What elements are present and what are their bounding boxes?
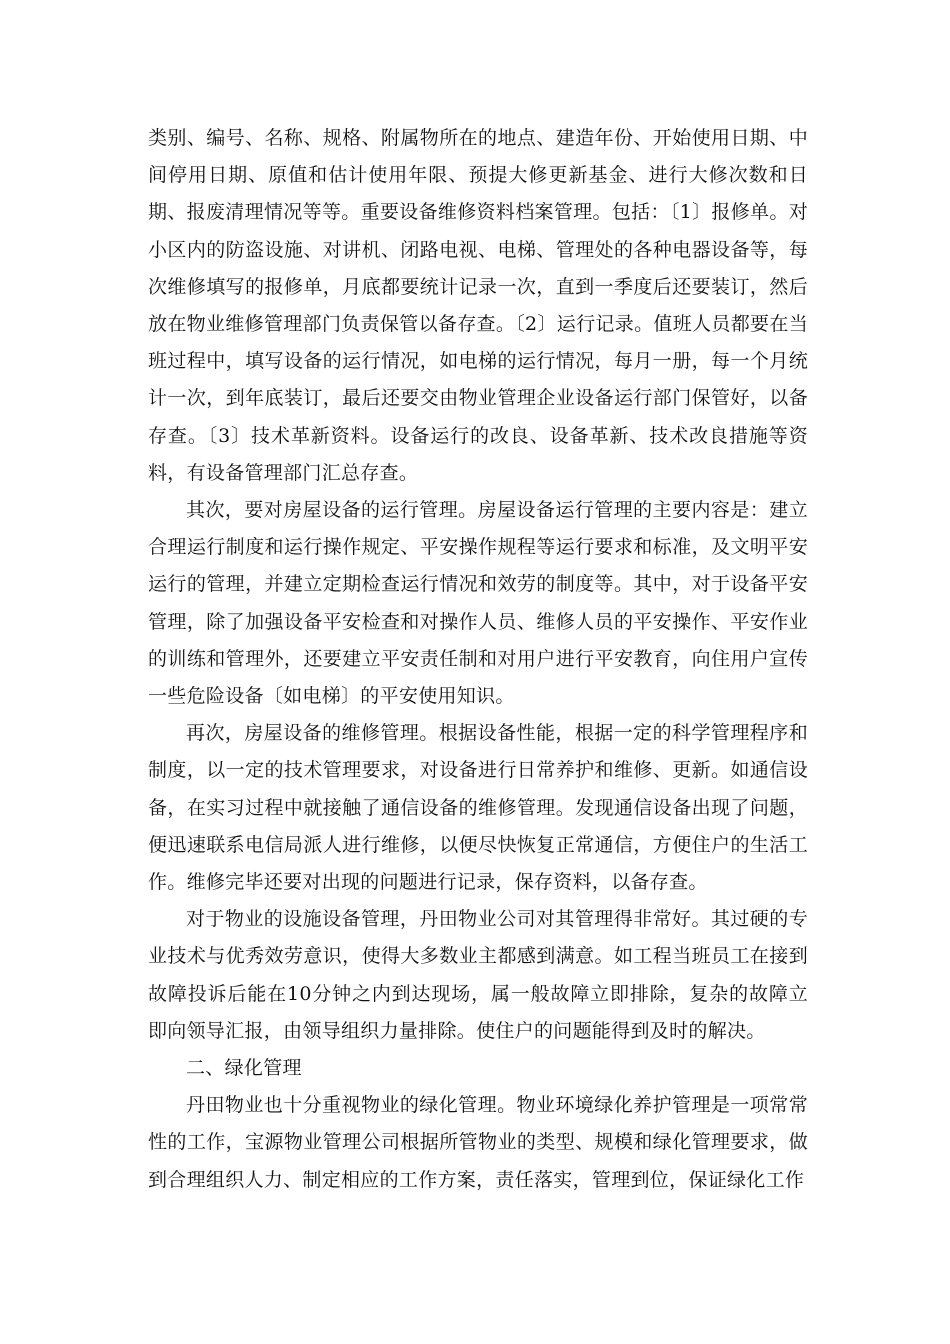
paragraph-equipment-records: 类别、编号、名称、规格、附属物所在的地点、建造年份、开始使用日期、中间停用日期、原值和估计使用年限、预提大修更新基金、进行大修次数和日期、报废清理情况等等。重要设备维修资料档案管理。包括：〔1〕报修单。对小区内的防盗设施、对讲机、闭路电视、电梯、管理处的各种电器设备等，每次维修填写的报修单，月底都要统计记录一次，直到一季度后还要装订，然后放在物业维修管理部门负责保管以备存查。〔2〕运行记录。值班人员都要在当班过程中，填写设备的运行情况，如电梯的运行情况，每月一册，每一个月统计一次，到年底装订，最后还要交由物业管理企业设备运行部门保管好，以备存查。〔3〕技术革新资料。设备运行的改良、设备革新、技术改良措施等资料，有设备管理部门汇总存查。 — [148, 127, 808, 484]
paragraph-operation-management: 其次，要对房屋设备的运行管理。房屋设备运行管理的主要内容是：建立合理运行制度和运行操作规定、平安操作规程等运行要求和标准，及文明平安运行的管理，并建立定期检查运行情况和效劳的制度等。其中，对于设备平安管理，除了加强设备平安检查和对操作人员、维修人员的平安操作、平安作业的训练和管理外，还要建立平安责任制和对用户进行平安教育，向住用户宣传一些危险设备〔如电梯〕的平安使用知识。 — [148, 499, 808, 708]
section-heading-greening: 二、绿化管理 — [186, 1057, 302, 1080]
document-body — [148, 120, 808, 1199]
paragraph-maintenance-management: 再次，房屋设备的维修管理。根据设备性能，根据一定的科学管理程序和制度，以一定的技术管理要求，对设备进行日常养护和维修、更新。如通信设备，在实习过程中就接触了通信设备的维修管理。发现通信设备出现了问题，便迅速联系电信局派人进行维修，以便尽快恢复正常通信，方便住户的生活工作。维修完毕还要对出现的问题进行记录，保存资料，以备存查。 — [148, 722, 808, 894]
paragraph-facility-evaluation: 对于物业的设施设备管理，丹田物业公司对其管理得非常好。其过硬的专业技术与优秀效劳意识，使得大多数业主都感到满意。如工程当班员工在接到故障投诉后能在10分钟之内到达现场，属一般故障立即排除，复杂的故障立即向领导汇报，由领导组织力量排除。使住户的问题能得到及时的解决。 — [148, 908, 808, 1042]
paragraph-greening-management: 丹田物业也十分重视物业的绿化管理。物业环境绿化养护管理是一项常常性的工作，宝源物业管理公司根据所管物业的类型、规模和绿化管理要求，做到合理组织人力、制定相应的工作方案，责任落实，管理到位，保证绿化工作 — [148, 1094, 808, 1191]
